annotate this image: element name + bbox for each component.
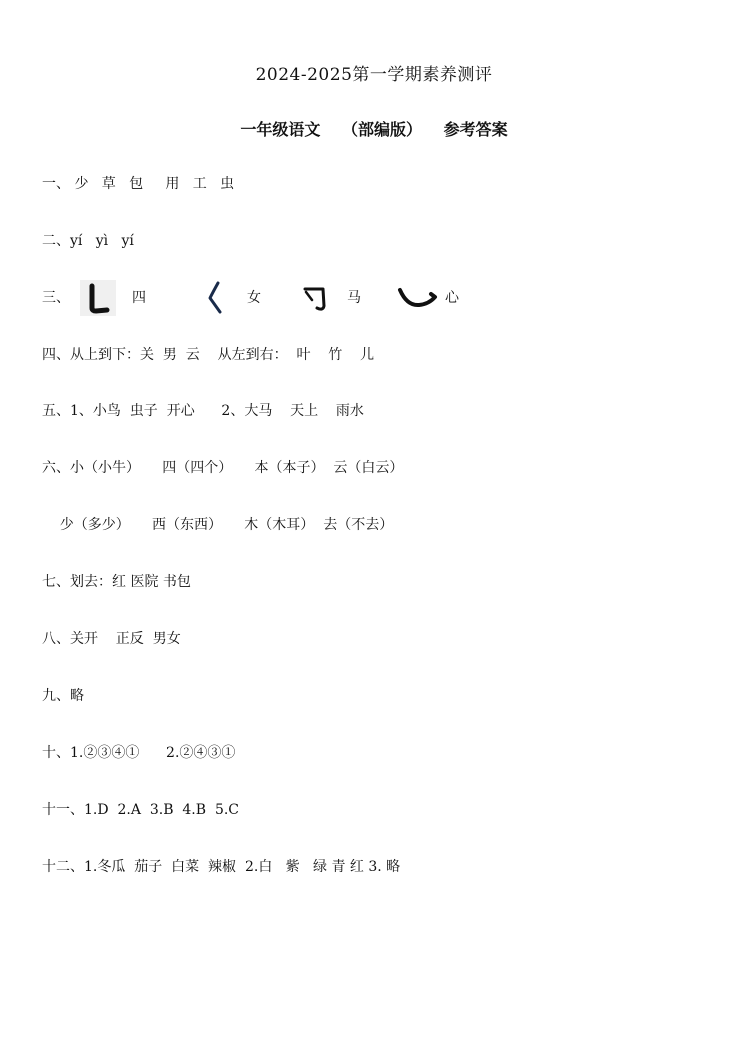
answer-q6-line1: 六、小（小牛） 四（四个） 本（本子） 云（白云） <box>42 460 404 476</box>
answer-q10: 十、1.②③④① 2.②④③① <box>42 745 236 761</box>
answer-q12: 十二、1.冬瓜 茄子 白菜 辣椒 2.白 紫 绿 青 红 3. 略 <box>42 859 401 875</box>
answer-q1: 一、 少 草 包 用 工 虫 <box>42 176 235 192</box>
answer-q3-char-2: 女 <box>247 290 261 306</box>
answer-q3-char-4: 心 <box>445 290 459 306</box>
stroke-heng-zhe-gou-icon <box>297 280 333 316</box>
answer-q3-char-3: 马 <box>347 290 361 306</box>
answer-q5: 五、1、小鸟 虫子 开心 2、大马 天上 雨水 <box>42 403 364 419</box>
answer-q7: 七、划去：红 医院 书包 <box>42 574 191 590</box>
subtitle-answer-key: 参考答案 <box>443 120 508 139</box>
answer-q6-line2: 少（多少） 西（东西） 木（木耳） 去（不去） <box>42 517 394 533</box>
subtitle-edition: （部编版） <box>341 120 422 139</box>
answer-q3-prefix: 三、 <box>42 290 70 306</box>
answer-q4: 四、从上到下：关 男 云 从左到右： 叶 竹 儿 <box>42 347 375 363</box>
answer-q3-char-1: 四 <box>132 290 146 306</box>
answer-q9: 九、略 <box>42 688 84 704</box>
document-subtitle <box>0 117 748 140</box>
subtitle-grade: 一年级语文 <box>240 120 321 139</box>
stroke-pie-dian-icon <box>202 280 238 316</box>
answer-q2: 二、yí yì yí <box>42 233 134 249</box>
stroke-wo-gou-icon <box>397 280 439 316</box>
answer-q8: 八、关开 正反 男女 <box>42 631 181 647</box>
answer-q11: 十一、1.D 2.A 3.B 4.B 5.C <box>42 802 240 818</box>
answer-q3 <box>42 280 482 316</box>
stroke-shu-wan-icon <box>80 280 116 316</box>
document-title: 2024-2025第一学期素养测评 <box>255 65 493 85</box>
